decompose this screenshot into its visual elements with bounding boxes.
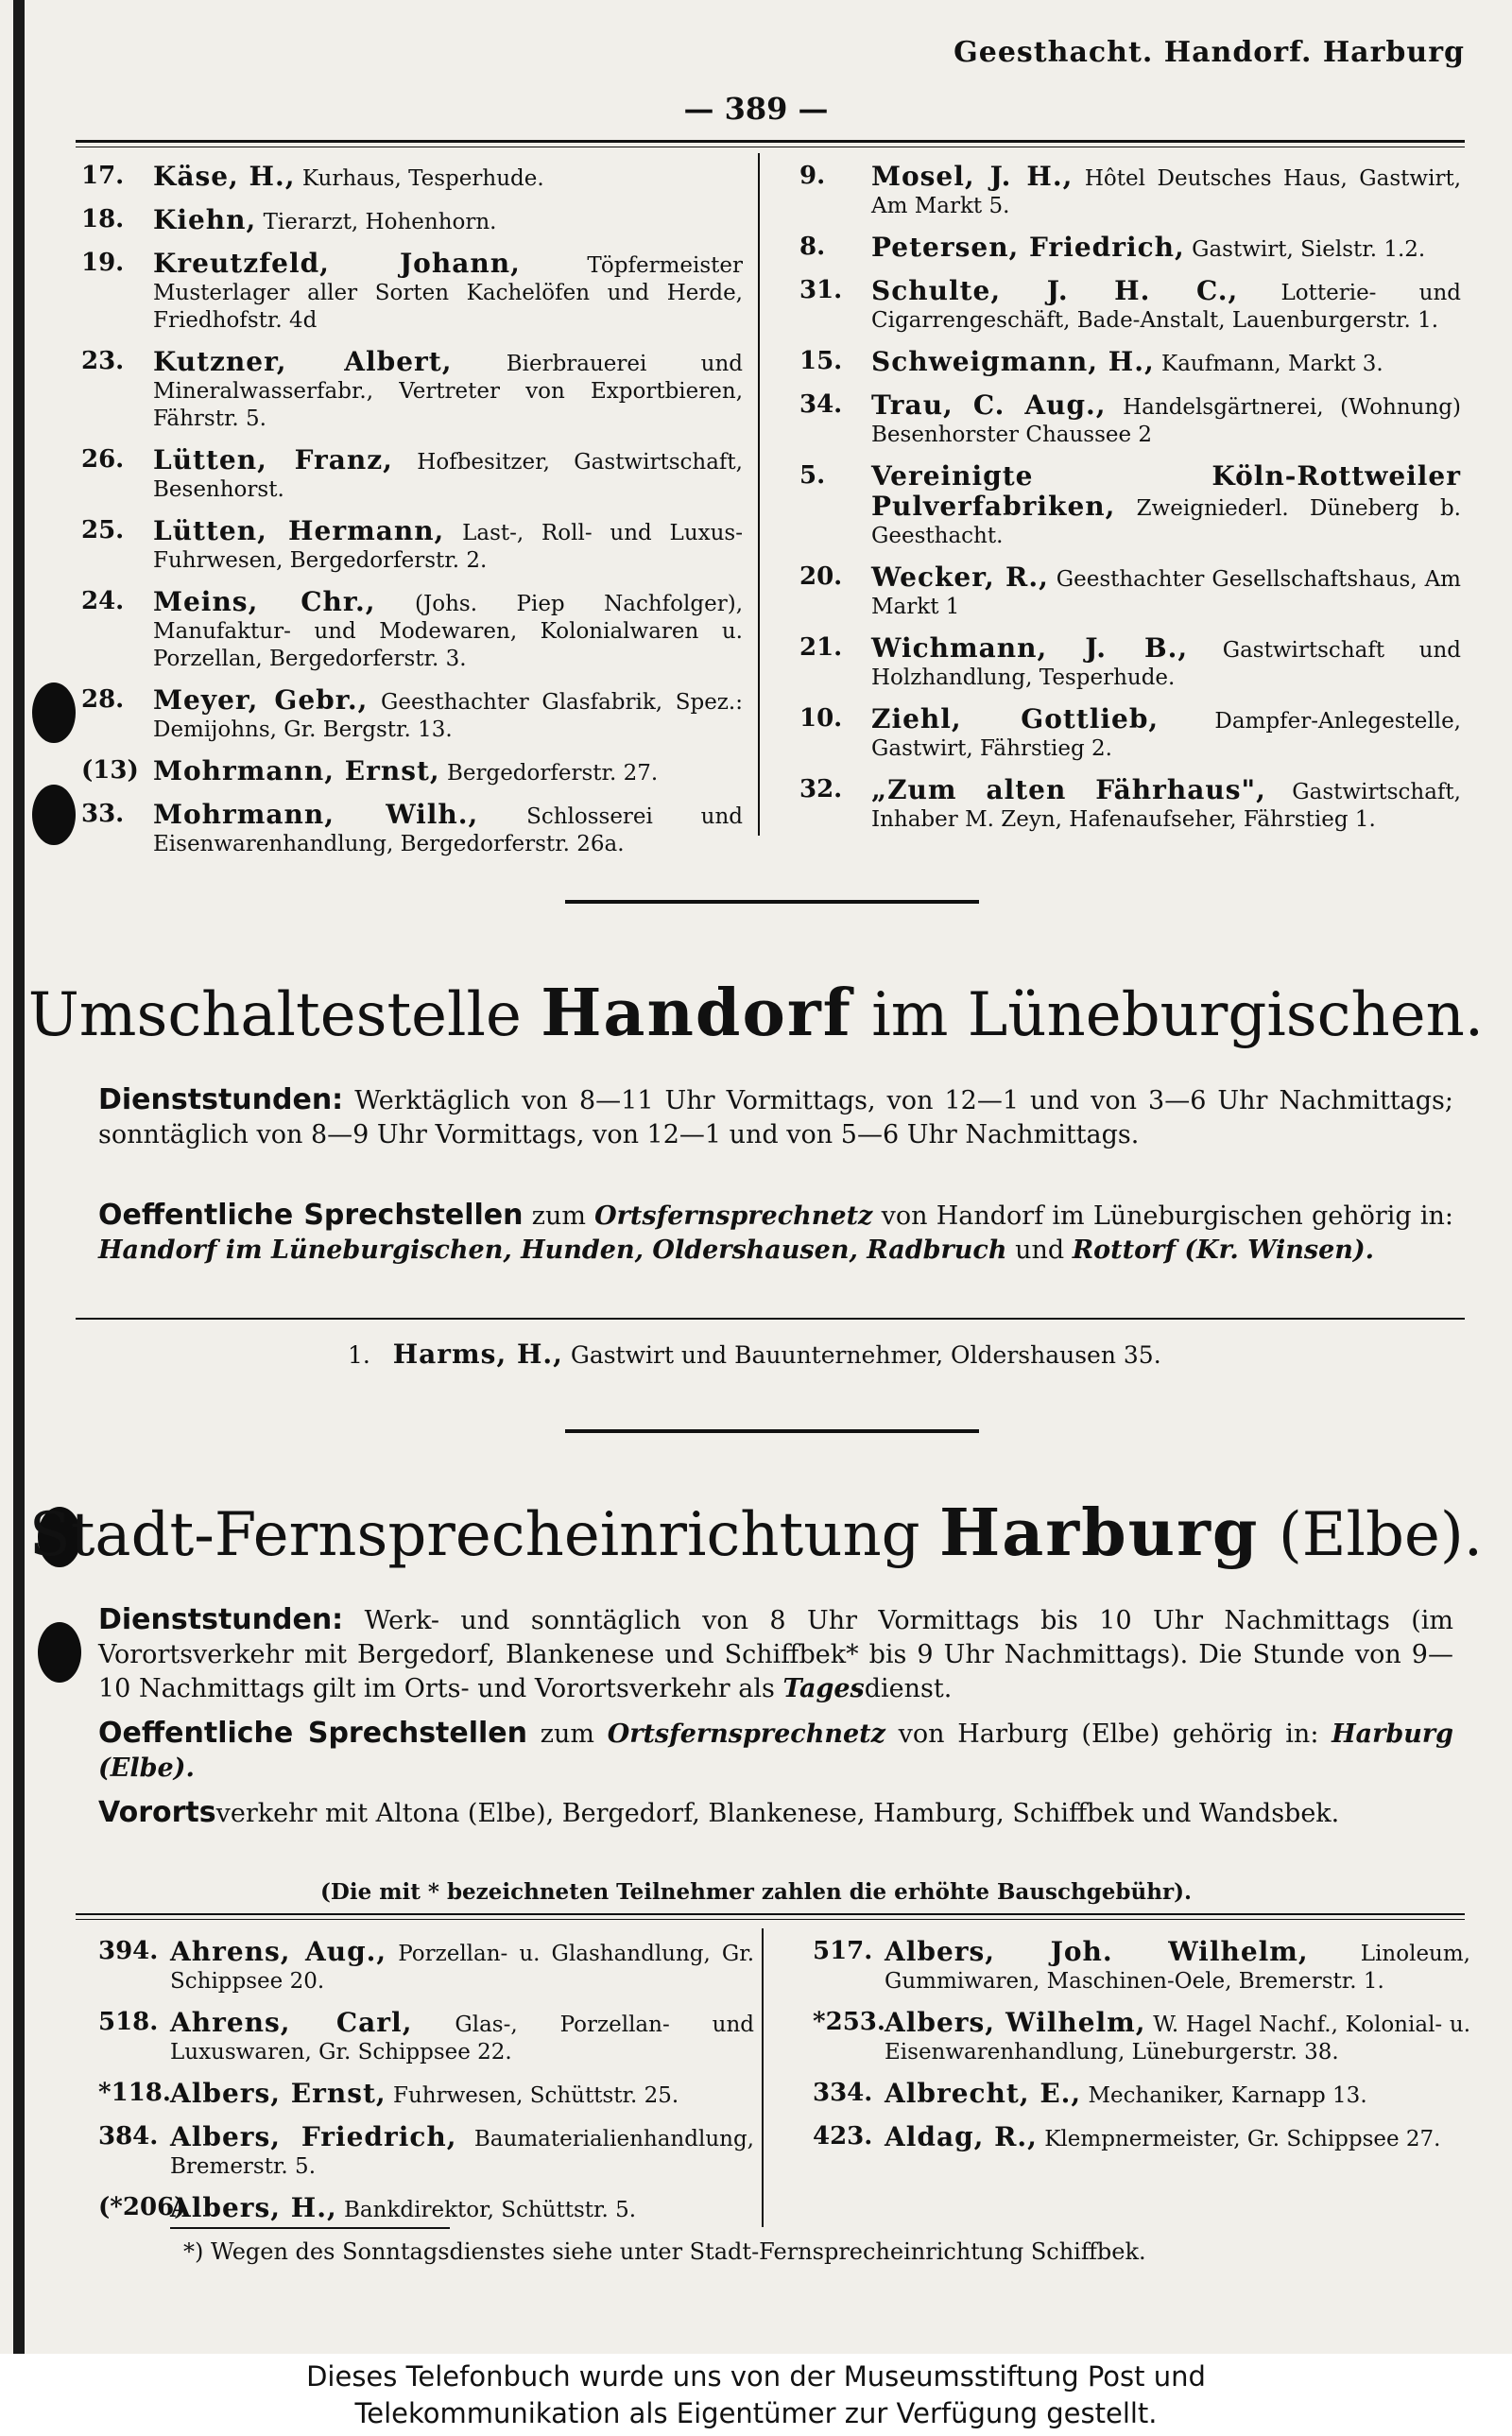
entry-text: Geesthachter Gesellschaftshaus, Am Markt 1: [871, 567, 1461, 619]
entry-name: Petersen, Friedrich,: [871, 232, 1185, 263]
entry-body: [170, 2080, 754, 2110]
rule: [76, 1913, 1465, 1915]
entry-body: [871, 391, 1461, 449]
entry-body: [153, 801, 743, 858]
entry-number: 23.: [81, 347, 125, 375]
entry-text: Handelsgärtnerei, (Wohnung) Besenhorster Chaussee 2: [871, 395, 1461, 447]
entry-body: [871, 776, 1461, 834]
caption-line-1: Dieses Telefonbuch wurde uns von der Museumsstiftung Post und: [306, 2360, 1206, 2393]
suburban-text: verkehr mit Altona (Elbe), Bergedorf, Blankenese, Hamburg, Schiffbek und Wandsbek.: [215, 1799, 1340, 1828]
suburban-label: Vororts: [98, 1796, 216, 1829]
entry-text: Bergedorferstr. 27.: [446, 761, 659, 786]
header-rule: [76, 140, 1465, 143]
entry-name: Ziehl, Gottlieb,: [871, 703, 1160, 734]
entry-number: (*206): [98, 2193, 186, 2221]
entry-body: [153, 588, 743, 673]
caption-line-2: Telekommunikation als Eigentümer zur Verfügung gestellt.: [354, 2397, 1158, 2429]
listing-entry: [98, 1938, 754, 1995]
listing-entry: [81, 801, 743, 858]
entry-text: Gastwirt, Sielstr. 1.2.: [1192, 237, 1426, 262]
running-header: Geesthacht. Handorf. Harburg: [954, 36, 1465, 69]
entry-text: Töpfermeister Musterlager aller Sorten Kachelöfen und Herde, Friedhofstr. 4d: [153, 253, 743, 333]
entry-number: 384.: [98, 2122, 159, 2151]
entry-number: 34.: [799, 390, 843, 419]
harburg-right-column: [813, 1938, 1470, 2167]
handorf-hours: [98, 1083, 1453, 1152]
entry-body: [153, 348, 743, 433]
text: und: [1015, 1235, 1065, 1265]
hours-label: Dienststunden:: [98, 1083, 344, 1116]
harburg-suburban: [98, 1796, 1453, 1831]
geesthacht-right-column: [799, 163, 1461, 847]
entry-body: [871, 563, 1461, 621]
title-suffix: (Elbe).: [1278, 1500, 1484, 1570]
entry-name: Lütten, Hermann,: [153, 515, 445, 546]
entry-text: Klempnermeister, Gr. Schippsee 27.: [1044, 2127, 1441, 2151]
entry-name: Wichmann, J. B.,: [871, 632, 1189, 664]
entry-number: 17.: [81, 162, 125, 190]
entry-text: Hôtel Deutsches Haus, Gastwirt, Am Markt 5.: [871, 166, 1462, 218]
entry-body: [885, 2123, 1470, 2153]
entry-text: Kurhaus, Tesperhude.: [301, 166, 544, 191]
hours-text: Werk- und sonntäglich von 8 Uhr Vormittags bis 10 Uhr Nachmittags (im Vorortsverkehr mit Bergedorf, Blankenese und Schiffbek* bis 9 Uhr Nachmittags). Die Stunde von 9—10 Nachmittags gilt im Orts- und Vorortsverkehr als: [98, 1606, 1453, 1703]
entry-text: Gastwirtschaft, Inhaber M. Zeyn, Hafenaufseher, Fährstieg 1.: [871, 780, 1461, 832]
listing-entry: [813, 2123, 1470, 2153]
entry-number: *253.: [813, 2008, 885, 2036]
entry-body: [170, 2123, 754, 2181]
section-divider: [565, 1429, 979, 1433]
places: Rottorf (Kr. Winsen).: [1072, 1235, 1375, 1265]
listing-entry: [81, 163, 743, 193]
punch-hole: [32, 682, 76, 743]
entry-number: 394.: [98, 1937, 159, 1965]
entry-body: [885, 2080, 1470, 2110]
entry-name: Lütten, Franz,: [153, 444, 393, 475]
entry-number: 33.: [81, 800, 125, 828]
entry-name: Schweigmann, H.,: [871, 346, 1155, 377]
entry-text: Dampfer-Anlegestelle, Gastwirt, Fährstieg 2.: [871, 709, 1461, 761]
footnote: *) Wegen des Sonntagsdienstes siehe unter Stadt-Fernsprecheinrichtung Schiffbek.: [183, 2238, 1146, 2265]
entry-number: 334.: [813, 2079, 873, 2107]
public-label: Oeffentliche Sprechstellen: [98, 1199, 524, 1232]
entry-name: Kiehn,: [153, 204, 257, 235]
entry-name: Aldag, R.,: [885, 2121, 1038, 2152]
entry-text: (Johs. Piep Nachfolger), Manufaktur- und Modewaren, Kolonialwaren u. Porzellan, Bergedorferstr. 3.: [153, 592, 743, 671]
entry-body: [885, 1938, 1470, 1995]
listing-entry: [81, 206, 743, 236]
listing-entry: [81, 348, 743, 433]
listing-entry: [81, 517, 743, 575]
entry-text: Gastwirtschaft und Holzhandlung, Tesperhude.: [871, 638, 1461, 690]
entry-number: *118.: [98, 2079, 171, 2107]
entry-body: [871, 348, 1461, 378]
entry-number: 24.: [81, 587, 125, 615]
listing-entry: [81, 250, 743, 335]
harburg-hours: [98, 1603, 1453, 1706]
listing-entry: [799, 563, 1461, 621]
entry-text: W. Hagel Nachf., Kolonial- u. Eisenwarenhandlung, Lüneburgerstr. 38.: [885, 2013, 1471, 2065]
surcharge-note: (Die mit * bezeichneten Teilnehmer zahlen die erhöhte Bauschgebühr).: [320, 1879, 1192, 1905]
entry-text: Glas-, Porzellan- und Luxuswaren, Gr. Schippsee 22.: [170, 2013, 754, 2065]
listing-entry: [98, 2009, 754, 2066]
title-place: Handorf: [541, 976, 852, 1051]
entry-number: 518.: [98, 2008, 159, 2036]
entry-name: Mohrmann, Ernst,: [153, 755, 440, 786]
network-name: Ortsfernsprechnetz: [594, 1201, 873, 1231]
entry-text: Hofbesitzer, Gastwirtschaft, Besenhorst.: [153, 450, 743, 502]
harburg-public-stations: [98, 1717, 1453, 1786]
entry-body: [170, 2009, 754, 2066]
text: zum: [531, 1201, 586, 1231]
listing-entry: [799, 705, 1461, 763]
entry-number: 517.: [813, 1937, 873, 1965]
column-divider: [758, 153, 760, 836]
page-number: — 389 —: [683, 91, 829, 127]
entry-text: Last-, Roll- und Luxus-Fuhrwesen, Bergedorferstr. 2.: [153, 521, 743, 573]
hours-text: Werktäglich von 8—11 Uhr Vormittags, von 12—1 und von 3—6 Uhr Nachmittags; sonntäglich von 8—9 Uhr Vormittags, von 12—1 und von 5—6 Uhr Nachmittags.: [98, 1086, 1453, 1149]
entry-body: [153, 446, 743, 504]
places: Harburg (Elbe).: [98, 1719, 1453, 1783]
entry-body: [170, 2194, 754, 2224]
rule-thin: [76, 1919, 1465, 1920]
entry-number: 31.: [799, 276, 843, 304]
entry-text: Gastwirt und Bauunternehmer, Oldershausen 35.: [570, 1341, 1161, 1369]
entry-number: 20.: [799, 562, 843, 591]
listing-entry: [81, 446, 743, 504]
entry-name: Schulte, J. H. C.,: [871, 275, 1239, 306]
archive-caption: [0, 2354, 1512, 2436]
entry-number: 25.: [81, 516, 125, 544]
title-prefix: Stadt-Fernsprecheinrichtung: [28, 1500, 920, 1570]
listing-entry: [98, 2123, 754, 2181]
listing-entry: [799, 634, 1461, 692]
entry-number: 28.: [81, 685, 125, 714]
entry-name: Käse, H.,: [153, 161, 296, 192]
entry-body: [170, 1938, 754, 1995]
entry-name: Albers, Joh. Wilhelm,: [885, 1936, 1309, 1967]
text: zum: [540, 1719, 594, 1749]
harburg-title: [0, 1495, 1512, 1571]
entry-name: Harms, H.,: [392, 1339, 563, 1370]
entry-name: Kutzner, Albert,: [153, 346, 453, 377]
entry-body: [153, 757, 743, 787]
section-divider: [565, 900, 979, 904]
entry-text: Schlosserei und Eisenwarenhandlung, Bergedorferstr. 26a.: [153, 804, 744, 856]
entry-number: 26.: [81, 445, 125, 474]
entry-text: Linoleum, Gummiwaren, Maschinen-Oele, Bremerstr. 1.: [885, 1942, 1470, 1994]
handorf-title: [0, 976, 1512, 1051]
punch-hole: [38, 1622, 81, 1683]
listing-entry: [81, 588, 743, 673]
handorf-entry: [348, 1339, 1161, 1370]
entry-name: Ahrens, Carl,: [170, 2007, 413, 2038]
entry-text: Fuhrwesen, Schüttstr. 25.: [392, 2083, 679, 2108]
entry-body: [871, 634, 1461, 692]
listing-entry: [799, 233, 1461, 264]
entry-text: Mechaniker, Karnapp 13.: [1088, 2083, 1367, 2108]
listing-entry: [799, 348, 1461, 378]
handorf-public-stations: [98, 1199, 1453, 1268]
listing-entry: [98, 2080, 754, 2110]
entry-body: [153, 206, 743, 236]
entry-body: [871, 233, 1461, 264]
entry-number: 5.: [799, 461, 826, 490]
listing-entry: [799, 462, 1461, 550]
entry-body: [885, 2009, 1470, 2066]
entry-name: Wecker, R.,: [871, 561, 1049, 593]
entry-body: [153, 517, 743, 575]
entry-text: Bankdirektor, Schüttstr. 5.: [344, 2198, 637, 2222]
text: von Harburg (Elbe) gehörig in:: [898, 1719, 1319, 1749]
entry-text: Tierarzt, Hohenhorn.: [263, 210, 497, 234]
listing-entry: [813, 2080, 1470, 2110]
title-suffix: im Lüneburgischen.: [871, 980, 1485, 1050]
geesthacht-left-column: [81, 163, 743, 872]
binding-edge: [13, 0, 25, 2354]
entry-body: [871, 163, 1461, 220]
hours-end: dienst.: [864, 1674, 953, 1703]
rule: [76, 1318, 1465, 1320]
listing-entry: [799, 277, 1461, 335]
entry-name: Meins, Chr.,: [153, 586, 376, 617]
entry-name: Albers, Friedrich,: [170, 2121, 457, 2152]
punch-hole: [32, 785, 76, 845]
network-name: Ortsfernsprechnetz: [607, 1719, 885, 1749]
entry-name: Ahrens, Aug.,: [170, 1936, 387, 1967]
entry-number: 1.: [348, 1341, 370, 1369]
listing-entry: [799, 776, 1461, 834]
places: Handorf im Lüneburgischen, Hunden, Oldershausen, Radbruch: [98, 1235, 1007, 1265]
entry-body: [153, 250, 743, 335]
listing-entry: [81, 757, 743, 787]
entry-text: Kaufmann, Markt 3.: [1161, 352, 1383, 376]
title-prefix: Umschaltestelle: [27, 980, 522, 1050]
entry-name: Albers, H.,: [170, 2192, 337, 2223]
public-label: Oeffentliche Sprechstellen: [98, 1717, 528, 1750]
entry-body: [871, 277, 1461, 335]
entry-number: 21.: [799, 633, 843, 662]
entry-name: Albrecht, E.,: [885, 2078, 1082, 2109]
entry-name: Vereinigte Köln-Rottweiler Pulverfabriken,: [871, 460, 1461, 522]
entry-text: Lotterie- und Cigarrengeschäft, Bade-Anstalt, Lauenburgerstr. 1.: [871, 281, 1461, 333]
entry-number: 423.: [813, 2122, 873, 2151]
entry-text: Zweigniederl. Düneberg b. Geesthacht.: [871, 496, 1461, 548]
entry-name: Kreutzfeld, Johann,: [153, 248, 521, 279]
entry-number: 10.: [799, 704, 843, 733]
entry-body: [153, 686, 743, 744]
entry-number: 15.: [799, 347, 843, 375]
footnote-rule: [170, 2227, 450, 2229]
entry-name: Mosel, J. H.,: [871, 161, 1074, 192]
entry-number: 32.: [799, 775, 843, 803]
entry-text: Bierbrauerei und Mineralwasserfabr., Vertreter von Exportbieren, Fährstr. 5.: [153, 352, 743, 431]
entry-text: Geesthachter Glasfabrik, Spez.: Demijohns, Gr. Bergstr. 13.: [153, 690, 743, 742]
entry-number: 18.: [81, 205, 125, 233]
listing-entry: [81, 686, 743, 744]
entry-name: Mohrmann, Wilh.,: [153, 799, 479, 830]
column-divider: [762, 1928, 764, 2227]
entry-body: [871, 462, 1461, 550]
entry-name: Meyer, Gebr.,: [153, 684, 369, 716]
entry-name: Albers, Wilhelm,: [885, 2007, 1146, 2038]
text: von Handorf im Lüneburgischen gehörig in:: [881, 1201, 1454, 1231]
hours-emphasis: Tages: [782, 1674, 865, 1703]
entry-number: 19.: [81, 249, 125, 277]
listing-entry: [799, 163, 1461, 220]
entry-body: [871, 705, 1461, 763]
listing-entry: [813, 2009, 1470, 2066]
entry-body: [153, 163, 743, 193]
listing-entry: [813, 1938, 1470, 1995]
listing-entry: [799, 391, 1461, 449]
entry-name: „Zum alten Fährhaus",: [871, 774, 1266, 805]
entry-number: 9.: [799, 162, 826, 190]
listing-entry: [98, 2194, 754, 2224]
entry-text: Porzellan- u. Glashandlung, Gr. Schippsee 20.: [170, 1942, 755, 1994]
title-place: Harburg: [938, 1495, 1260, 1571]
entry-number: (13): [81, 756, 139, 785]
entry-number: 8.: [799, 233, 826, 261]
entry-name: Albers, Ernst,: [170, 2078, 387, 2109]
harburg-left-column: [98, 1938, 754, 2237]
entry-name: Trau, C. Aug.,: [871, 389, 1107, 421]
entry-text: Baumaterialienhandlung, Bremerstr. 5.: [170, 2127, 754, 2179]
hours-label: Dienststunden:: [98, 1603, 344, 1636]
